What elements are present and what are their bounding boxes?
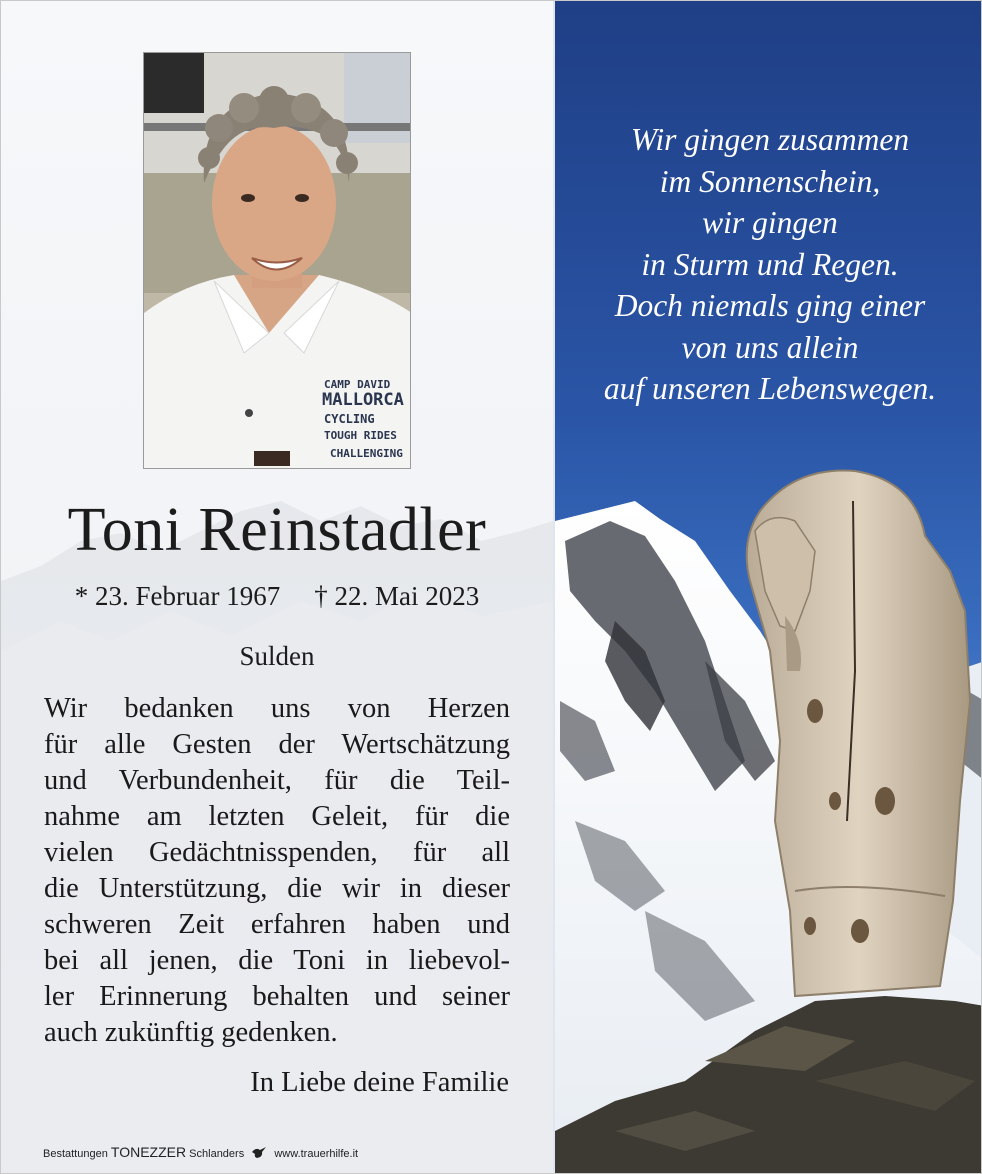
message-line: schweren Zeit erfahren haben und (44, 909, 510, 940)
shirt-print-line: CHALLENGING (330, 447, 403, 460)
shirt-print-line: CAMP DAVID (324, 378, 391, 391)
family-signoff: In Liebe deine Familie (250, 1067, 509, 1098)
message-line: für alle Gesten der Wertschätzung (44, 729, 510, 760)
message-line: und Verbundenheit, für die Teil- (44, 765, 510, 796)
message-line: auch zukünftig gedenken. (44, 1017, 338, 1048)
shirt-print-line: MALLORCA (322, 390, 404, 410)
death-date: † 22. Mai 2023 (314, 581, 480, 611)
poem-line: im Sonnenschein, (659, 163, 881, 199)
footer-prefix: Bestattungen (43, 1148, 108, 1160)
shirt-print-line: CYCLING (324, 412, 375, 426)
poem-line: auf unseren Lebenswegen. (603, 371, 937, 406)
message-line: die Unterstützung, die wir in dieser (44, 873, 510, 904)
footer-town: Schlanders (189, 1148, 245, 1160)
footer-company: TONEZZER (110, 1144, 187, 1160)
left-panel (1, 1, 553, 1174)
footer-website: www.trauerhilfe.it (274, 1148, 359, 1160)
message-line: bei all jenen, die Toni in liebevol- (44, 945, 510, 976)
right-panel (553, 1, 982, 1174)
message-line: nahme am letzten Geleit, für die (44, 801, 510, 832)
funeral-home-footer (43, 1144, 358, 1162)
poem-line: Wir gingen zusammen (630, 122, 910, 157)
hometown: Sulden (239, 641, 315, 671)
message-line: Wir bedanken uns von Herzen (44, 693, 510, 724)
poem-line: von uns allein (681, 329, 859, 365)
life-dates (1, 581, 553, 612)
birth-date: * 23. Februar 1967 (74, 581, 281, 611)
message-line: vielen Gedächtnisspenden, für all (44, 837, 510, 868)
deceased-name: Toni Reinstadler (67, 496, 487, 564)
poem-line: wir gingen (702, 205, 838, 240)
portrait-illustration (144, 53, 411, 469)
message-line: ler Erinnerung behalten und seiner (44, 981, 510, 1012)
mountain-sculpture-scene (555, 441, 982, 1174)
poem (555, 119, 982, 410)
shirt-print-line: TOUGH RIDES (324, 429, 397, 442)
dove-logo-icon (251, 1146, 267, 1162)
portrait-photo (143, 52, 411, 469)
poem-line: Doch niemals ging einer (614, 288, 926, 323)
poem-line: in Sturm und Regen. (641, 246, 899, 282)
thank-you-message (44, 691, 510, 1051)
